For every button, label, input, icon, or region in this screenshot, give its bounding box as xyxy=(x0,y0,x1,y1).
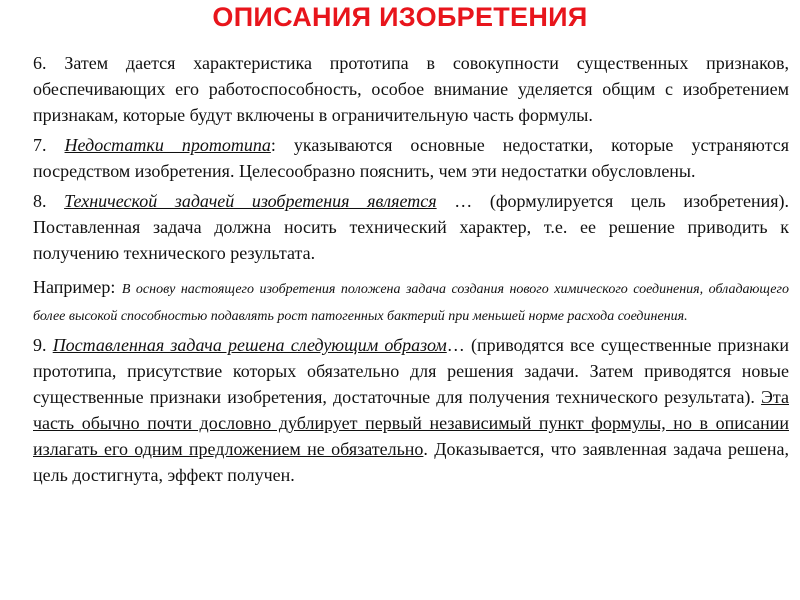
item-6-text: 6. Затем дается характеристика прототипа в совокупности существенных признаков, обеспечивающих его работоспособность, особое внимание уделяется общим с изобретением признакам, которые будут включены в ограничительную часть формулы. xyxy=(33,53,789,125)
item-9-underlined: Эта часть обычно почти дословно дублирует первый независимый пункт формулы, но в описании излагать его одним предложением не обязательно xyxy=(33,387,789,459)
item-7-text: : указываются основные недостатки, которые устраняются посредством изобретения. Целесообразно пояснить, чем эти недостатки обусловлены. xyxy=(33,135,789,181)
item-7 xyxy=(33,132,789,184)
item-9-number: 9. xyxy=(33,335,53,355)
item-9-heading: Поставленная задача решена следующим образом xyxy=(52,335,447,355)
example-label: Например: xyxy=(33,277,122,297)
item-8-text: … (формулируется цель изобретения). Поставленная задача должна носить технический характер, т.е. ее решение приводить к получению технического результата. xyxy=(33,191,790,263)
example-block xyxy=(33,274,789,328)
item-8 xyxy=(33,188,789,266)
example-text: В основу настоящего изобретения положена задача создания нового химического соединения, обладающего более высокой способностью подавлять рост патогенных бактерий при меньшей норме расхода соединения. xyxy=(33,282,789,324)
item-9-text: … (приводятся все существенные признаки прототипа, присутствие которых обязательно для решения задачи. Затем приводятся новые существенные признаки изобретения, достаточные для получения технического результата). xyxy=(33,335,789,407)
item-8-heading: Технической задачей изобретения является xyxy=(64,191,437,211)
item-7-heading: Недостатки прототипа xyxy=(64,135,271,155)
slide-content xyxy=(33,50,789,488)
item-9 xyxy=(33,332,789,488)
item-7-number: 7. xyxy=(33,135,65,155)
slide-title: ОПИСАНИЯ ИЗОБРЕТЕНИЯ xyxy=(212,2,588,32)
item-6 xyxy=(33,50,789,128)
item-8-number: 8. xyxy=(33,191,65,211)
item-9-tail: . Доказывается, что заявленная задача решена, цель достигнута, эффект получен. xyxy=(33,439,789,485)
